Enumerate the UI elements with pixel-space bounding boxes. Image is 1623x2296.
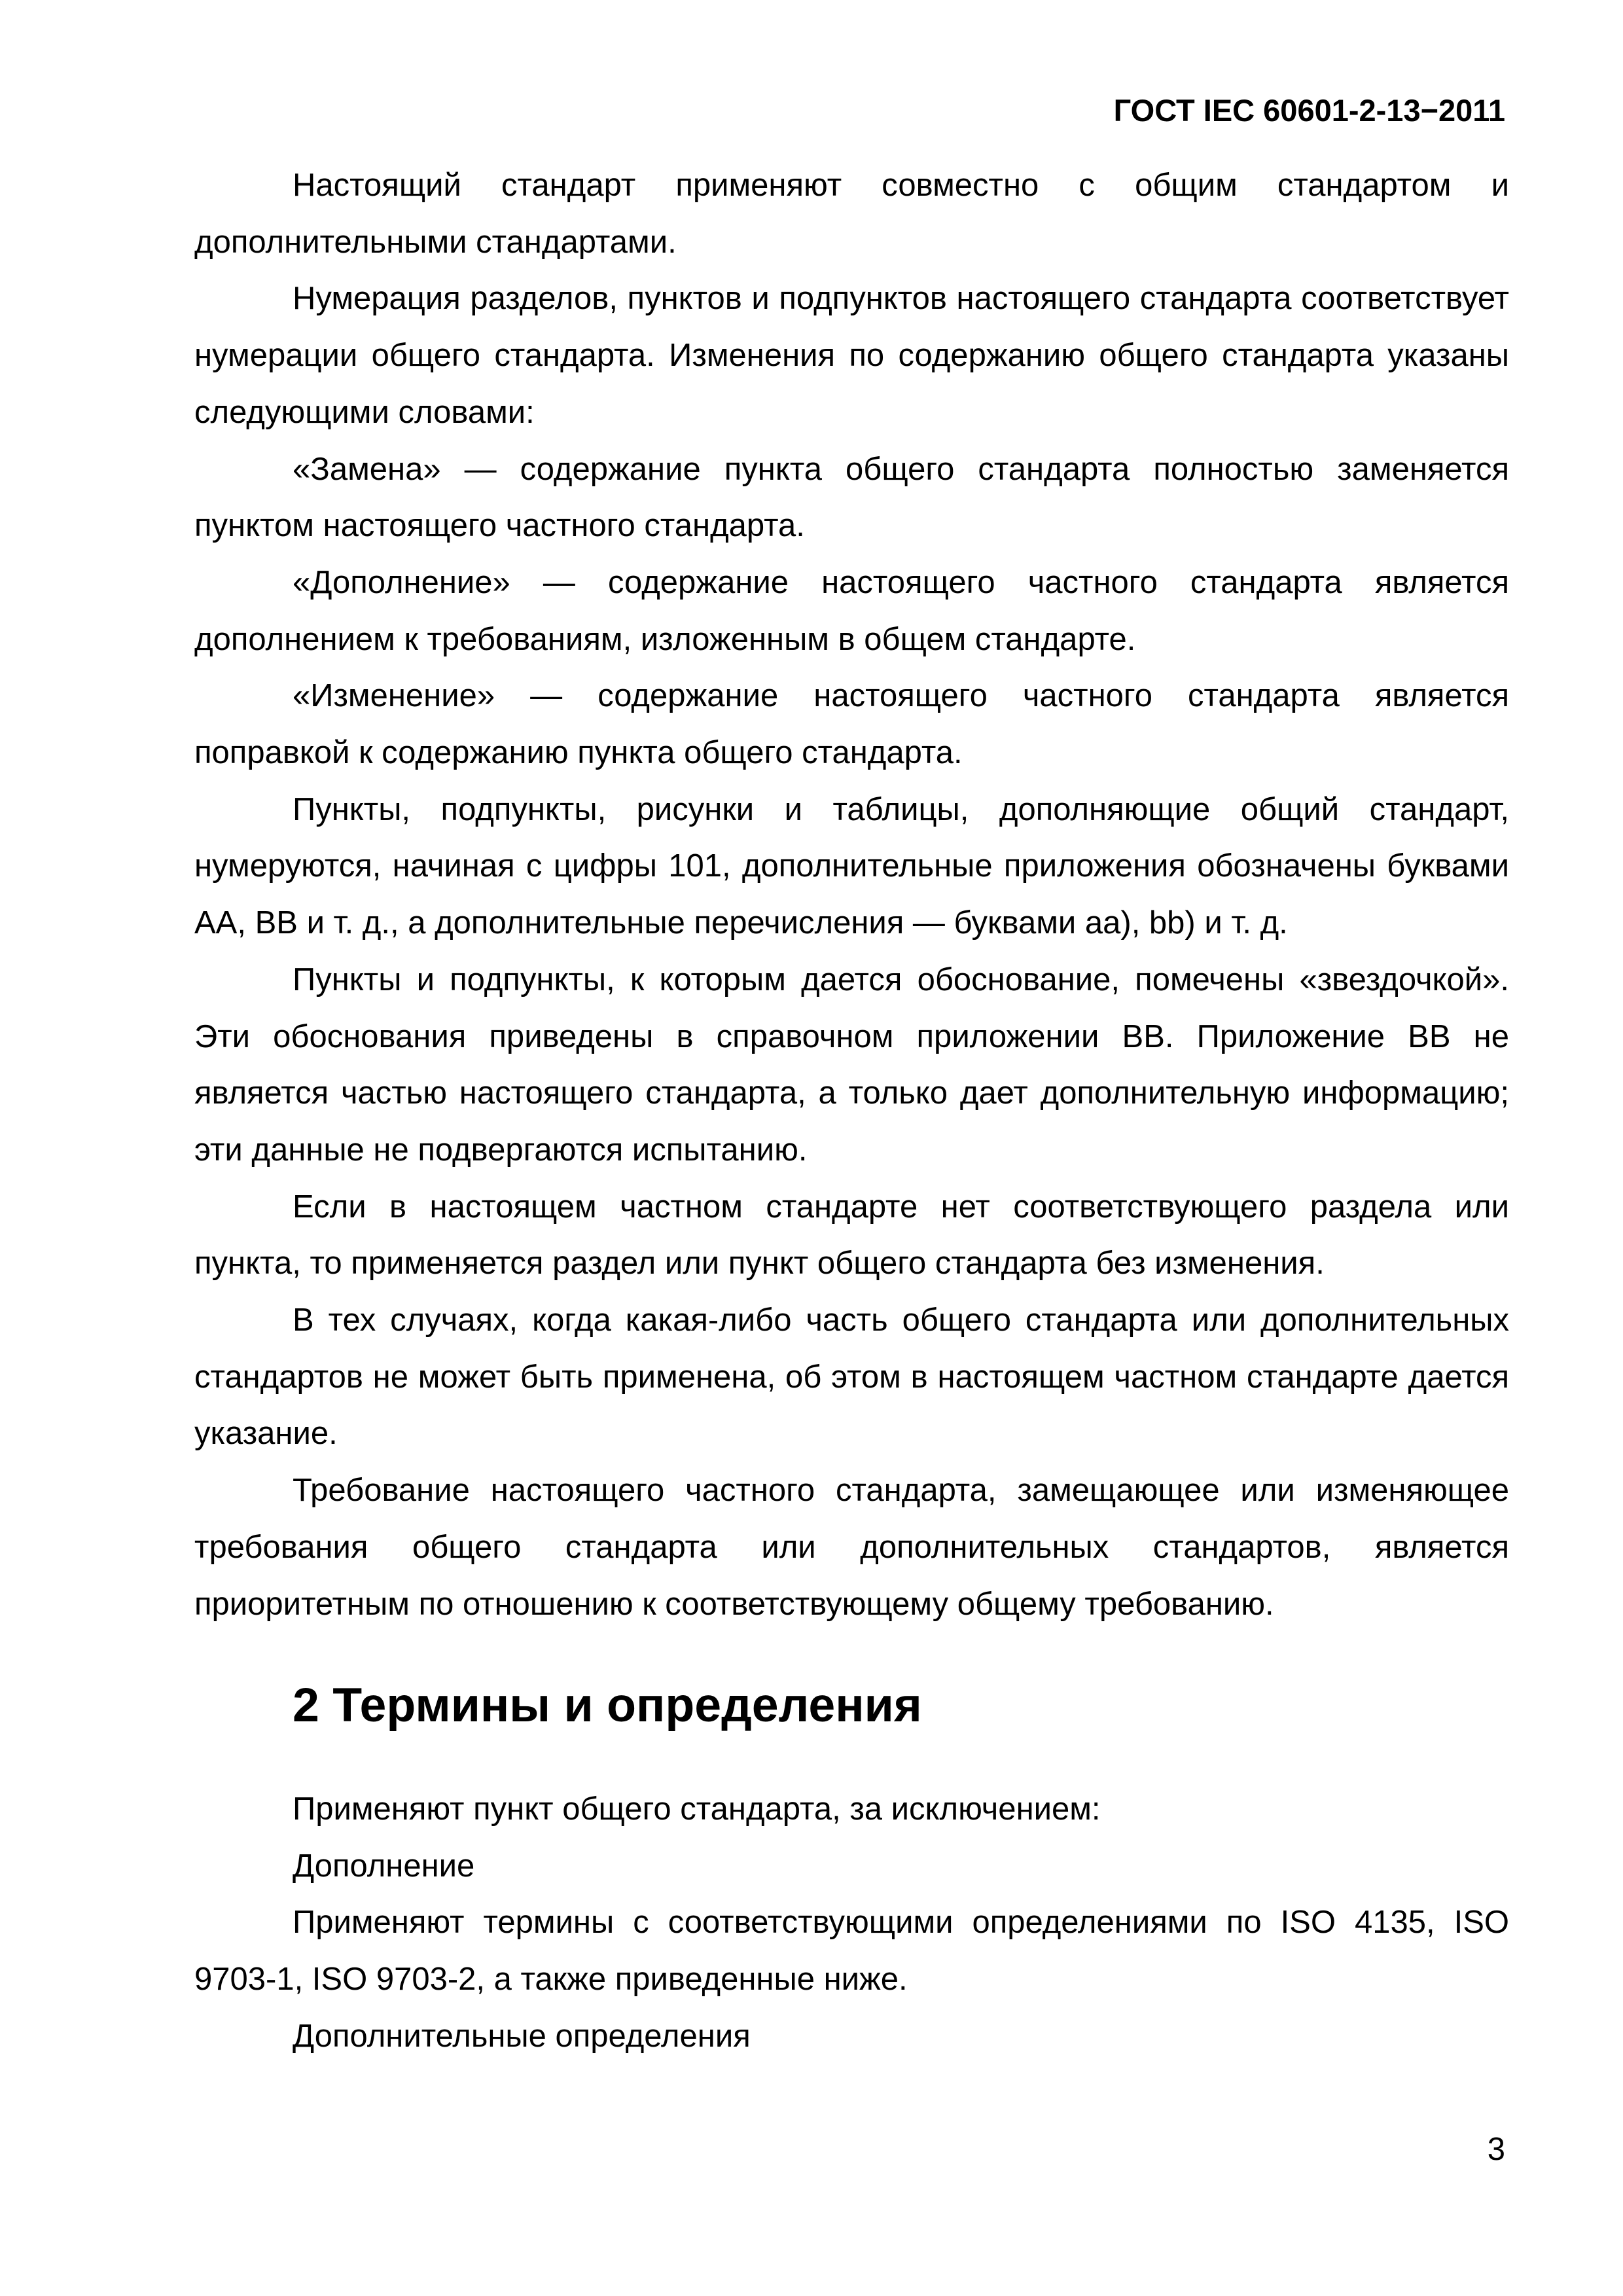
document-code-header: ГОСТ IEC 60601-2-13−2011	[1113, 93, 1505, 128]
paragraph-addition: «Дополнение» — содержание настоящего частного стандарта является дополнением к требованиям, изложенным в общем стандарте.	[194, 564, 1509, 657]
paragraph-not-applicable: В тех случаях, когда какая-либо часть общего стандарта или дополнительных стандартов не может быть применена, об этом в настоящем частном стандарте дается указание.	[194, 1302, 1509, 1452]
paragraph-terms-apply: Применяют пункт общего стандарта, за исключением:	[293, 1791, 1101, 1827]
paragraph-amendment: «Изменение» — содержание настоящего частного стандарта является поправкой к содержанию пункта общего стандарта.	[194, 678, 1509, 771]
paragraph-replacement: «Замена» — содержание пункта общего стандарта полностью заменяется пунктом настоящего частного стандарта.	[194, 451, 1509, 544]
paragraph-supplementary-numbering: Пункты, подпункты, рисунки и таблицы, дополняющие общий стандарт, нумеруются, начиная с цифры 101, дополнительные приложения обозначены буквами АА, ВВ и т. д., а дополнительные перечисления — буквами аа), bb) и т. д.	[194, 791, 1509, 941]
section-heading-terms: 2 Термины и определения	[293, 1677, 922, 1732]
paragraph-priority: Требование настоящего частного стандарта, замещающее или изменяющее требования общего стандарта или дополнительных стандартов, является приоритетным по отношению к соответствующему общему требованию.	[194, 1473, 1509, 1622]
paragraph-additional-definitions: Дополнительные определения	[293, 2018, 751, 2054]
paragraph-missing-section: Если в настоящем частном стандарте нет соответствующего раздела или пункта, то применяется раздел или пункт общего стандарта без изменения.	[194, 1189, 1509, 1282]
paragraph-rationale: Пункты и подпункты, к которым дается обоснование, помечены «звездочкой». Эти обоснования приведены в справочном приложении ВВ. Приложение ВВ не является частью настоящего стандарта, а только дает дополнительную информацию; эти данные не подвергаются испытанию.	[194, 961, 1509, 1168]
paragraph-terms-iso: Применяют термины с соответствующими определениями по ISO 4135, ISO 9703-1, ISO 9703-2, а также приведенные ниже.	[194, 1905, 1509, 1998]
paragraph-usage: Настоящий стандарт применяют совместно с общим стандартом и дополнительными стандартами.	[194, 168, 1509, 260]
page-content	[194, 157, 1509, 2065]
page-number: 3	[1487, 2132, 1505, 2167]
paragraph-numbering: Нумерация разделов, пунктов и подпунктов настоящего стандарта соответствует нумерации общего стандарта. Изменения по содержанию общего стандарта указаны следующими словами:	[194, 281, 1509, 430]
paragraph-terms-addition-label: Дополнение	[293, 1848, 475, 1884]
